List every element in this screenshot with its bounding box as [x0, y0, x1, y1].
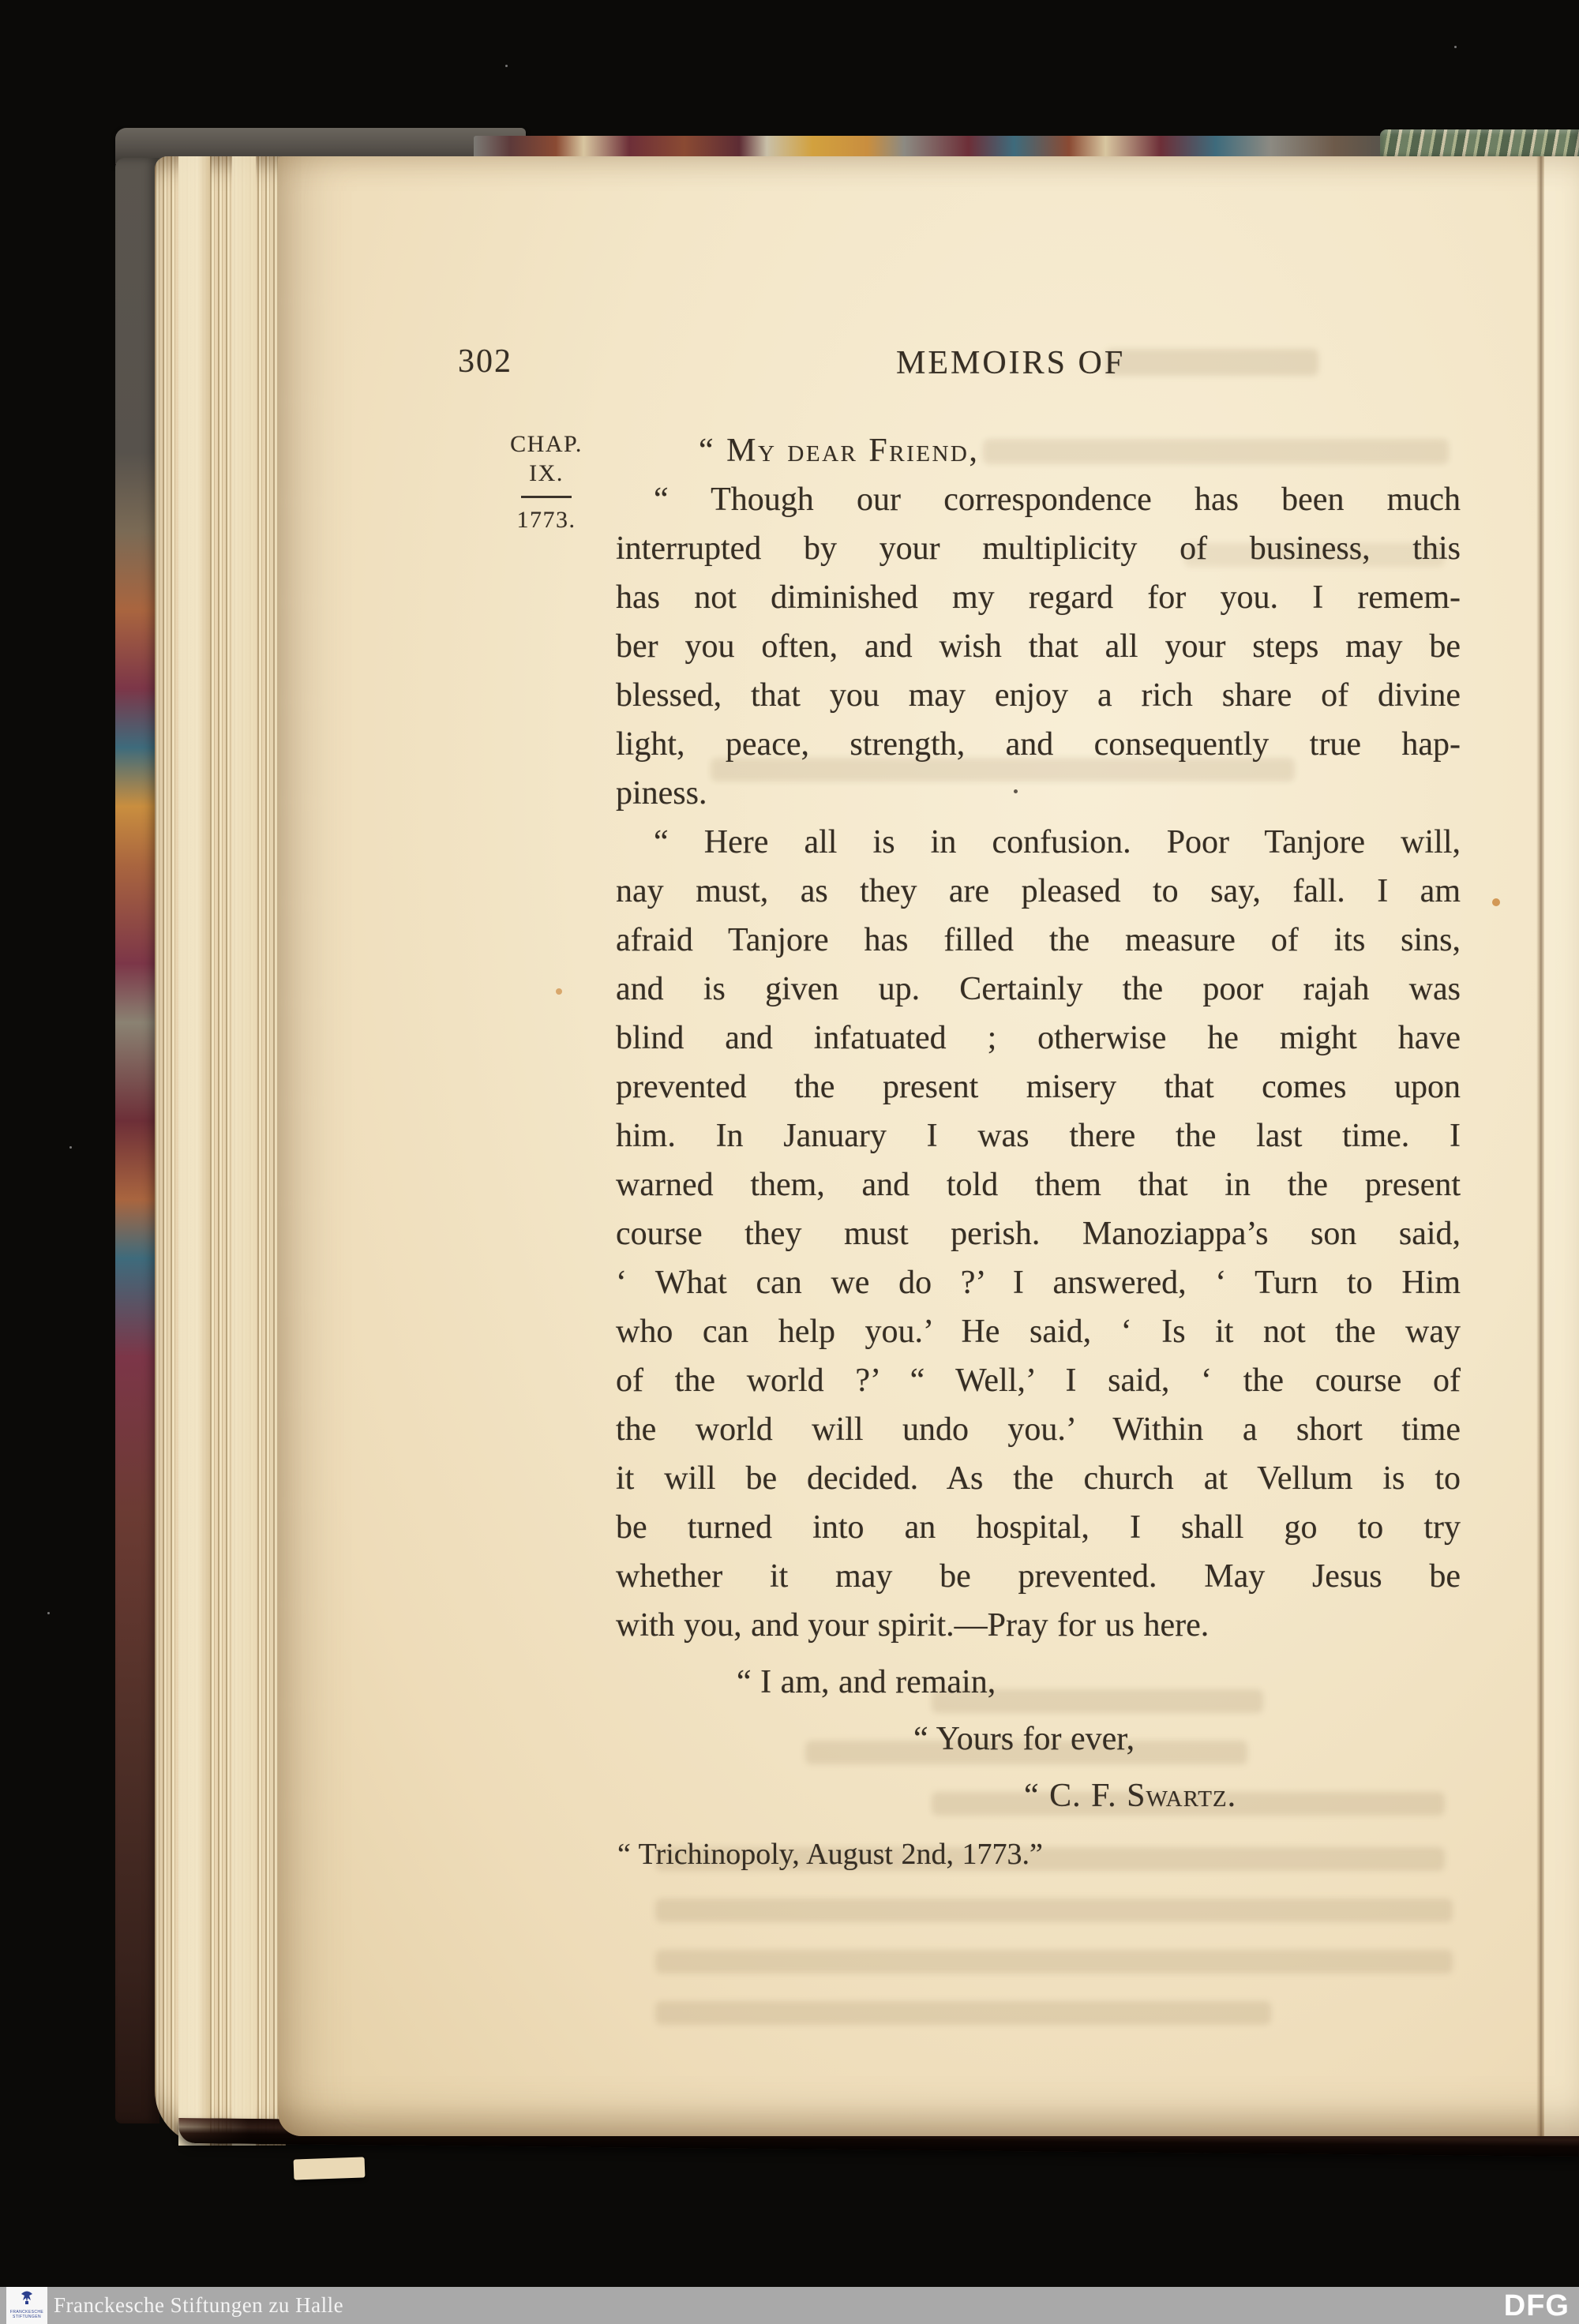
- letter-line: interrupted by your multiplicity of business, this: [616, 530, 1461, 567]
- letter-line: him. In January I was there the last time. I: [616, 1118, 1461, 1154]
- show-through-ghost: [655, 2001, 1271, 2025]
- letter-line: blessed, that you may enjoy a rich share of divine: [616, 677, 1461, 714]
- dfg-logo: DFG: [1503, 2289, 1570, 2322]
- franckesche-logo-text-2: STIFTUNGEN: [13, 2315, 41, 2319]
- dust-speck: [1454, 46, 1457, 48]
- side-note-year: 1773.: [516, 507, 576, 533]
- letter-salutation: “ My dear Friend,: [699, 433, 980, 469]
- letter-dateline: “ Trichinopoly, August 2nd, 1773.”: [617, 1838, 1043, 1871]
- side-note-chapter: CHAP.: [510, 431, 583, 457]
- show-through-ghost: [1105, 349, 1318, 376]
- foxing-spot: [1492, 898, 1500, 906]
- running-head: MEMOIRS OF: [896, 345, 1126, 381]
- letter-line: ‘ What can we do ?’ I answered, ‘ Turn to Him: [616, 1265, 1461, 1301]
- letter-line: who can help you.’ He said, ‘ Is it not the way: [616, 1314, 1461, 1350]
- letter-line: blind and infatuated ; otherwise he might have: [616, 1020, 1461, 1056]
- letter-line: afraid Tanjore has filled the measure of its sins,: [616, 922, 1461, 958]
- letter-line: it will be decided. As the church at Vellum is to: [616, 1460, 1461, 1497]
- letter-line: nay must, as they are pleased to say, fall. I am: [616, 873, 1461, 909]
- letter-signature: “ C. F. Swartz.: [1024, 1778, 1237, 1814]
- dust-speck: [47, 1612, 50, 1614]
- book-cover-left-edge: [115, 158, 159, 2123]
- letter-closing: “ Yours for ever,: [913, 1721, 1135, 1757]
- foxing-spot: [556, 988, 562, 995]
- letter-line: whether it may be prevented. May Jesus be: [616, 1558, 1461, 1595]
- franckesche-logo-text-1: FRANCKESCHE: [9, 2310, 44, 2315]
- franckesche-logo: [6, 2287, 47, 2324]
- side-note-rule: [521, 496, 572, 498]
- letter-line: course they must perish. Manoziappa’s son said,: [616, 1216, 1461, 1252]
- chapter-side-note: [483, 429, 609, 534]
- stacked-page-edges: [155, 156, 286, 2146]
- letter-line: with you, and your spirit.—Pray for us here.: [616, 1607, 1210, 1644]
- page-number: 302: [458, 343, 512, 380]
- letter-line: prevented the present misery that comes upon: [616, 1069, 1461, 1105]
- institution-name: Franckesche Stiftungen zu Halle: [54, 2293, 344, 2317]
- letter-line: and is given up. Certainly the poor rajah was: [616, 971, 1461, 1007]
- letter-line: ber you often, and wish that all your steps may be: [616, 628, 1461, 665]
- letter-closing: “ I am, and remain,: [737, 1664, 996, 1700]
- letter-line: has not diminished my regard for you. I remem-: [616, 579, 1461, 616]
- protruding-page-corner: [294, 2157, 366, 2180]
- letter-line: “ Here all is in confusion. Poor Tanjore will,: [654, 824, 1461, 860]
- show-through-ghost: [655, 1950, 1453, 1974]
- letter-line: light, peace, strength, and consequently true hap-: [616, 726, 1461, 763]
- letter-line: “ Though our correspondence has been much: [654, 482, 1461, 518]
- page-leaf-edge: [178, 156, 210, 2146]
- letter-line: piness.: [616, 775, 707, 812]
- side-note-numeral: IX.: [529, 460, 564, 486]
- letter-line: be turned into an hospital, I shall go to try: [616, 1509, 1461, 1546]
- dust-speck: [69, 1146, 72, 1149]
- show-through-ghost: [655, 1899, 1453, 1922]
- gutter-crease: [1536, 156, 1544, 2136]
- letter-line: of the world ?’ “ Well,’ I said, ‘ the course of: [616, 1363, 1461, 1399]
- facing-page-sliver: [1544, 156, 1579, 2136]
- letter-line: warned them, and told them that in the present: [616, 1167, 1461, 1203]
- page-leaf-edge: [232, 156, 256, 2146]
- letter-text-column: [616, 426, 1461, 1879]
- letter-line: the world will undo you.’ Within a short time: [616, 1411, 1461, 1448]
- franckesche-emblem-icon: [18, 2287, 36, 2310]
- dust-speck: [505, 65, 508, 67]
- viewer-banner: [0, 2287, 1579, 2324]
